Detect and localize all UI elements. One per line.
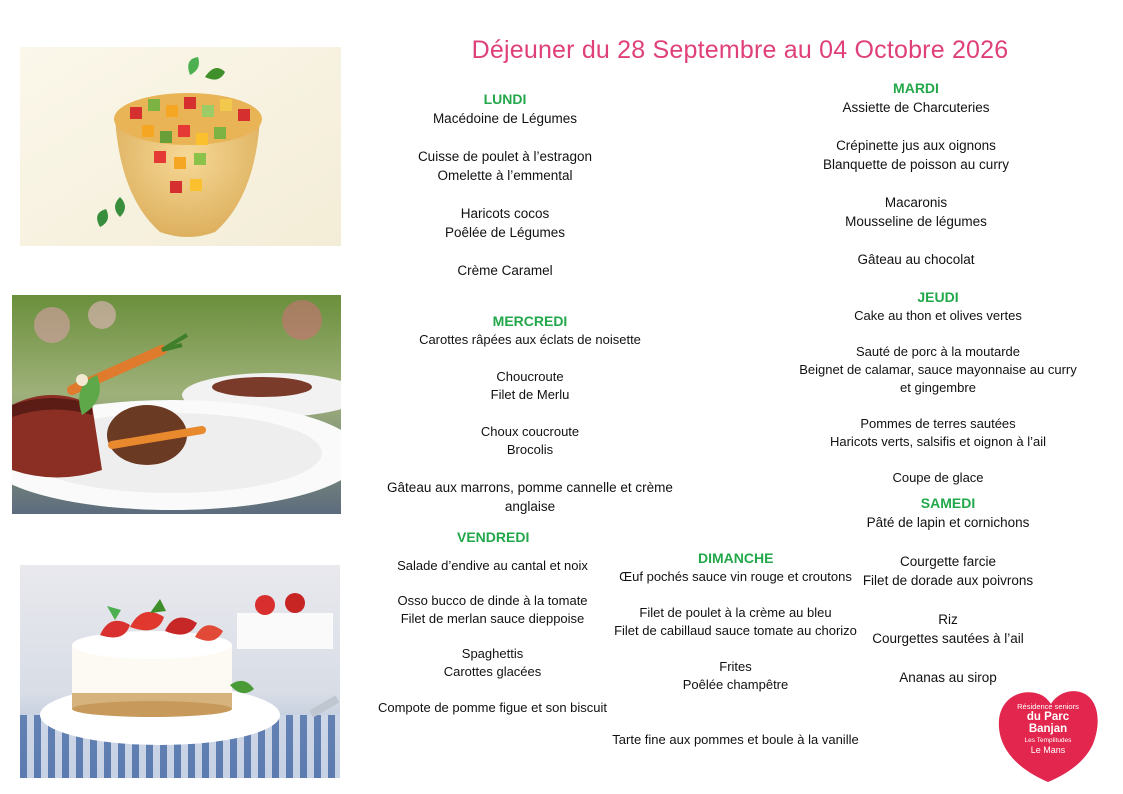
logo-line1: Résidence seniors (1017, 702, 1079, 711)
menu-item: Coupe de glace (892, 470, 984, 485)
menu-item: et gingembre (900, 380, 976, 395)
menu-item: Gâteau aux marrons, pomme cannelle et crème (387, 480, 673, 495)
menu-item: Courgettes sautées à l’ail (872, 631, 1024, 646)
menu-item: Choucroute (496, 369, 564, 384)
menu-item: Omelette à l’emmental (437, 168, 573, 183)
menu-item: Courgette farcie (899, 554, 997, 569)
menu-item: Compote de pomme figue et son biscuit (377, 700, 608, 715)
menu-item: Beignet de calamar, sauce mayonnaise au curry (799, 362, 1077, 377)
menu-item: Carottes râpées aux éclats de noisette (419, 332, 641, 347)
day-name-mercredi: MERCREDI (492, 313, 568, 329)
menu-item: Ananas au sirop (899, 670, 997, 685)
residence-logo (995, 688, 1101, 784)
menu-item: Assiette de Charcuteries (842, 100, 990, 115)
menu-item: Brocolis (506, 442, 554, 457)
menu-item: Cuisse de poulet à l’estragon (417, 149, 593, 164)
menu-item: Œuf pochés sauce vin rouge et croutons (619, 569, 852, 584)
menu-item: Choux coucroute (480, 424, 580, 439)
menu-item: Macédoine de Légumes (432, 111, 578, 126)
menu-item: Carottes glacées (443, 664, 542, 679)
menu-item: Filet de cabillaud sauce tomate au chorizo (614, 623, 857, 638)
menu-item: Osso bucco de dinde à la tomate (397, 593, 588, 608)
logo-line2: du Parc (1026, 711, 1070, 723)
menu-item: Tarte fine aux pommes et boule à la vanille (612, 732, 859, 747)
day-name-dimanche: DIMANCHE (698, 550, 774, 566)
menu-item: Crème Caramel (457, 263, 553, 278)
menu-item: Spaghettis (461, 646, 524, 661)
logo-line4: Les Templitudes (1024, 737, 1072, 744)
menu-item: Haricots cocos (460, 206, 550, 221)
day-name-samedi: SAMEDI (920, 495, 976, 511)
menu-item: Salade d’endive au cantal et noix (397, 558, 588, 573)
logo-line3: Banjan (1028, 723, 1068, 735)
day-samedi (825, 493, 1071, 687)
day-name-mardi: MARDI (893, 80, 939, 96)
menu-item: Riz (938, 612, 958, 627)
day-lundi (380, 89, 630, 280)
day-mercredi (365, 311, 695, 516)
logo-line5: Le Mans (1030, 745, 1066, 755)
vegetable-salad-photo (20, 47, 341, 246)
menu-title: Déjeuner du 28 Septembre au 04 Octobre 2026 (471, 36, 1009, 64)
menu-item: Sauté de porc à la moutarde (855, 344, 1021, 359)
menu-item: Filet de dorade aux poivrons (862, 573, 1034, 588)
menu-item: anglaise (504, 499, 556, 514)
cheesecake-photo (20, 565, 340, 778)
menu-item: Mousseline de légumes (845, 214, 987, 229)
menu-item: Poêlée de Légumes (444, 225, 566, 240)
day-jeudi (786, 287, 1090, 487)
day-name-vendredi: VENDREDI (457, 529, 530, 545)
meat-dish-photo (12, 295, 341, 514)
menu-item: Poêlée champêtre (682, 677, 789, 692)
menu-item: Filet de merlan sauce dieppoise (400, 611, 585, 626)
menu-item: Crépinette jus aux oignons (836, 138, 996, 153)
menu-item: Cake au thon et olives vertes (854, 308, 1022, 323)
day-name-lundi: LUNDI (483, 91, 527, 107)
menu-item: Filet de poulet à la crème au bleu (639, 605, 832, 620)
menu-item: Frites (719, 659, 752, 674)
menu-item: Pommes de terres sautées (860, 416, 1016, 431)
menu-item: Blanquette de poisson au curry (822, 157, 1010, 172)
menu-item: Gâteau au chocolat (857, 252, 975, 267)
menu-item: Pâté de lapin et cornichons (866, 515, 1030, 530)
menu-item: Filet de Merlu (490, 387, 570, 402)
menu-item: Macaronis (884, 195, 948, 210)
day-mardi (786, 78, 1046, 269)
menu-item: Haricots verts, salsifis et oignon à l’ail (829, 434, 1047, 449)
day-name-jeudi: JEUDI (917, 289, 959, 305)
day-vendredi (370, 527, 615, 717)
